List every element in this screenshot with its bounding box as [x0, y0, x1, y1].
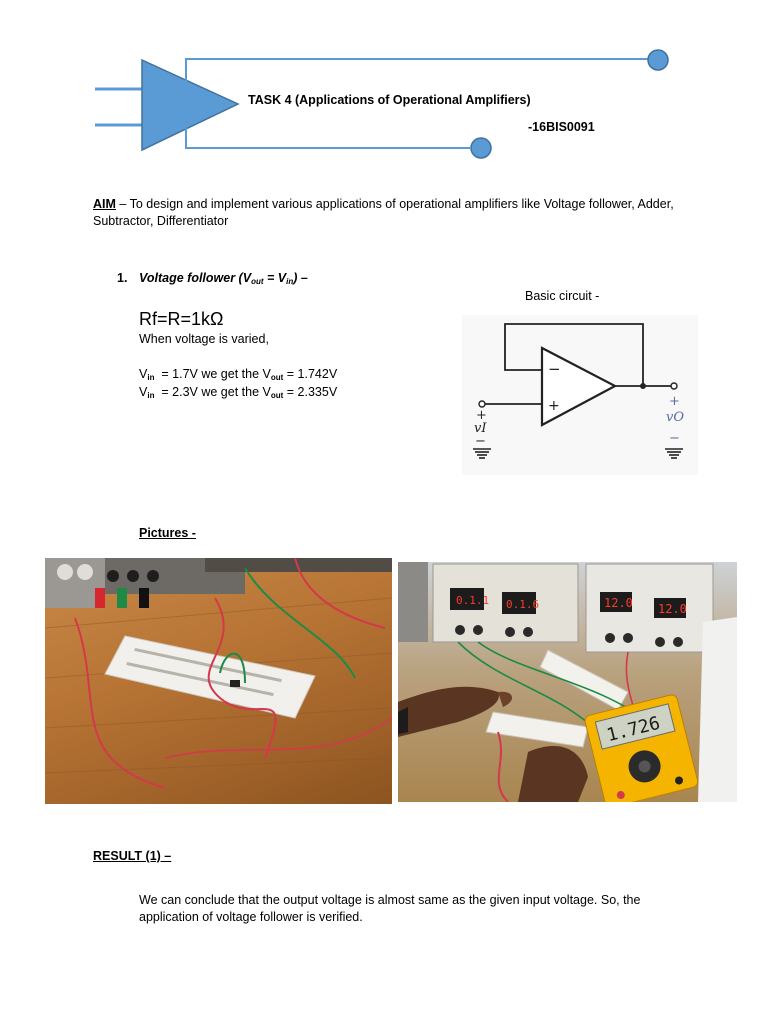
section-title-sub-in: in	[286, 277, 294, 286]
reading-1	[139, 366, 337, 386]
reading-1-post: = 1.742V	[283, 367, 338, 381]
intro-text: When voltage is varied,	[139, 332, 269, 346]
pictures-label: Pictures -	[139, 526, 196, 540]
reading-2	[139, 384, 337, 404]
output-terminal	[671, 383, 677, 389]
aim-paragraph	[93, 196, 683, 230]
psu-right-display-a: 12.0	[604, 596, 633, 610]
photo-breadboard-table	[45, 558, 392, 804]
vo-plus: +	[669, 394, 680, 409]
section-title-suffix: ) –	[293, 271, 308, 285]
psu-right-display-b: 12.0	[658, 602, 687, 616]
multimeter-reading: 1.726	[604, 712, 663, 747]
resistor-value: Rf=R=1kΩ	[139, 309, 224, 329]
voltage-follower-circuit	[462, 315, 698, 475]
reading-2-pre: V	[139, 385, 148, 399]
vi-label: vI	[474, 421, 487, 436]
header-opamp-triangle	[142, 60, 238, 150]
section-number: 1.	[117, 271, 128, 285]
opamp-plus: +	[548, 398, 560, 414]
photo-breadboard-illustration	[45, 558, 392, 804]
student-id: -16BIS0091	[528, 120, 595, 134]
section-title	[139, 270, 308, 290]
header-output-line-top	[186, 59, 648, 82]
page-title: TASK 4 (Applications of Operational Amplifiers)	[248, 93, 531, 107]
reading-1-pre: V	[139, 367, 148, 381]
header-output-line-bottom	[186, 128, 470, 148]
vi-plus: +	[476, 408, 487, 423]
reading-2-mid: = 2.3V we get the V	[154, 385, 271, 399]
section-title-mid: = V	[263, 271, 287, 285]
result-text: We can conclude that the output voltage is almost same as the given input voltage. So, the application of voltage follower is verified.	[139, 893, 641, 924]
aim-text: – To design and implement various applications of operational amplifiers like Voltage follower, Adder, Subtractor, Differentiator	[93, 197, 674, 228]
section-title-sub-out: out	[251, 277, 264, 286]
reading-1-mid: = 1.7V we get the V	[154, 367, 271, 381]
photo-lab-illustration	[398, 562, 737, 802]
header-terminal-top	[648, 50, 668, 70]
opamp-minus: −	[548, 360, 561, 378]
vi-minus: −	[475, 434, 486, 449]
aim-label: AIM	[93, 197, 116, 211]
reading-2-post: = 2.335V	[283, 385, 338, 399]
result-label: RESULT (1) –	[93, 849, 172, 863]
input-terminal	[479, 401, 485, 407]
reading-1-sub-in: in	[147, 373, 155, 382]
reading-2-sub-in: in	[147, 391, 155, 400]
section-title-prefix: Voltage follower (V	[139, 271, 252, 285]
vo-label: vO	[666, 410, 685, 425]
psu-left-display-a: 0.1.1	[456, 594, 490, 607]
header-opamp-graphic	[0, 0, 768, 175]
psu-left-display-b: 0.1.6	[506, 598, 540, 611]
photo-lab-bench	[398, 562, 737, 802]
vo-minus: −	[669, 431, 680, 446]
circuit-label: Basic circuit -	[525, 289, 600, 303]
header-terminal-bottom	[471, 138, 491, 158]
reading-2-sub-out: out	[270, 391, 284, 400]
output-junction	[640, 383, 646, 389]
reading-1-sub-out: out	[270, 373, 284, 382]
